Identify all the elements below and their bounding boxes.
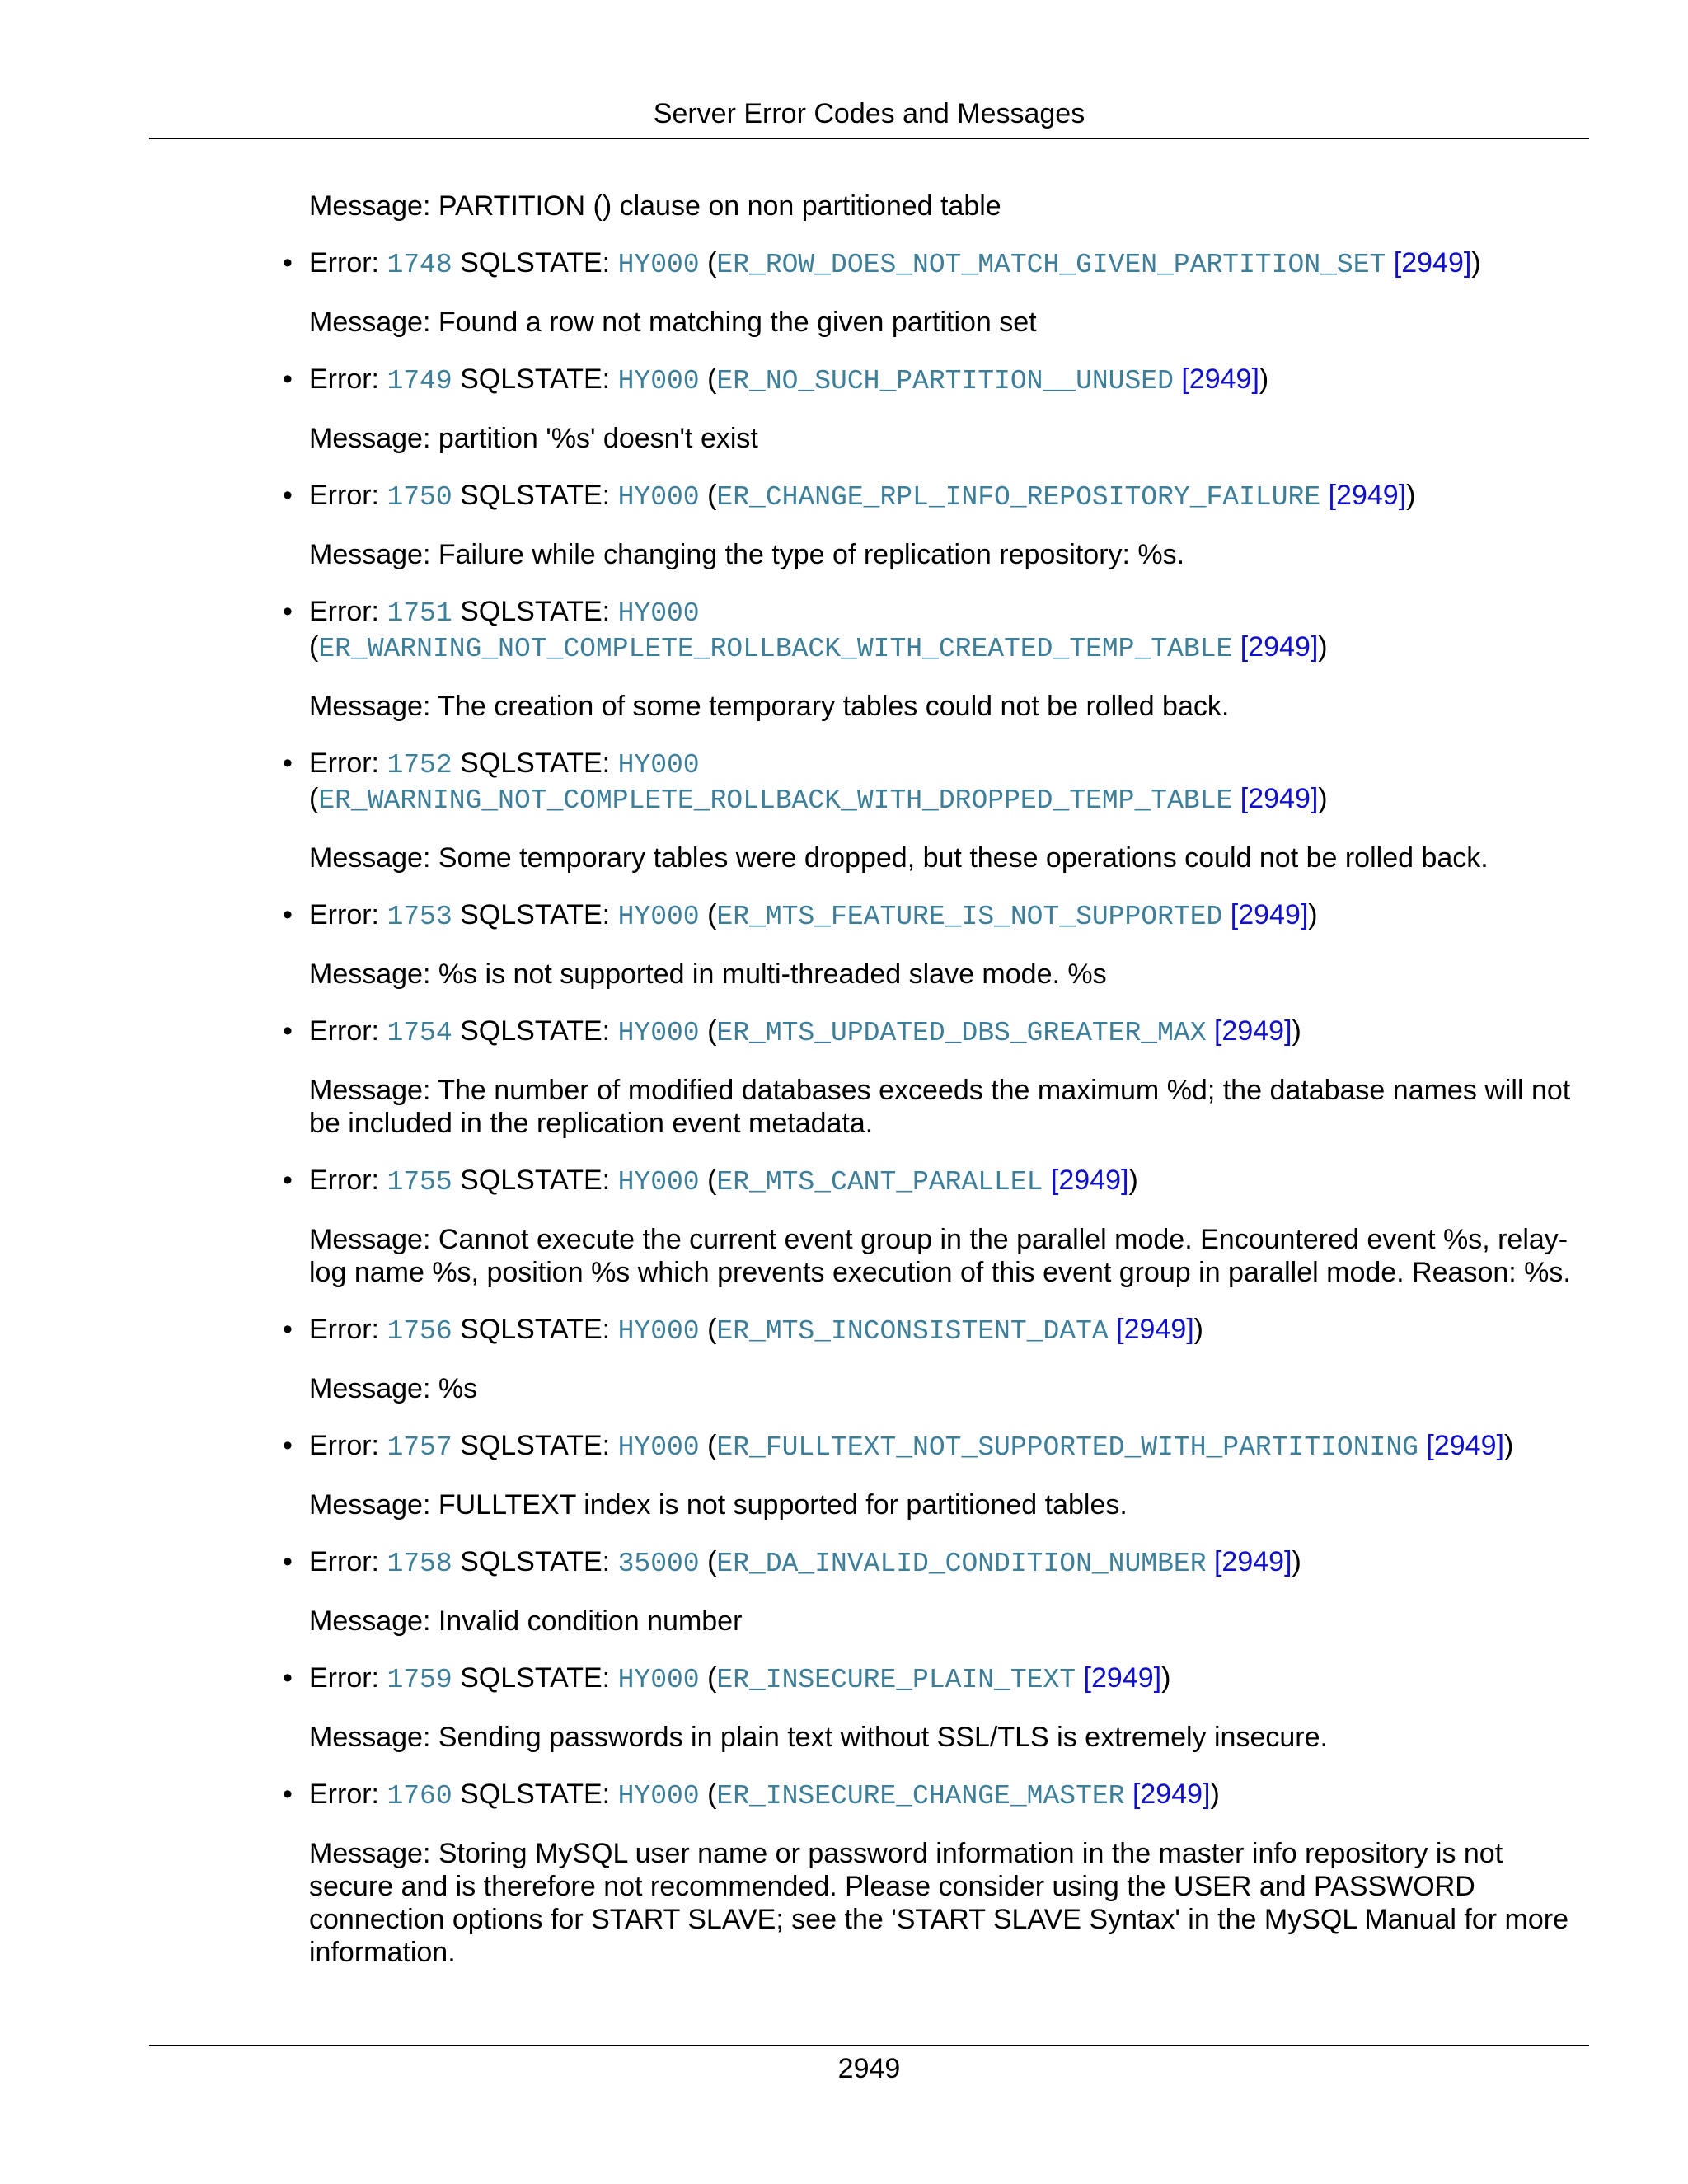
- message-label: Message:: [309, 307, 431, 338]
- sqlstate-label: SQLSTATE:: [460, 1430, 611, 1461]
- page-ref-link[interactable]: [2949]: [1050, 1165, 1129, 1196]
- error-code: 1758: [387, 1549, 452, 1579]
- bullet: •: [283, 363, 293, 395]
- error-symbol[interactable]: ER_INSECURE_PLAIN_TEXT: [716, 1665, 1076, 1695]
- error-message: [309, 538, 1589, 571]
- sqlstate-value: HY000: [617, 1167, 700, 1197]
- error-symbol[interactable]: ER_CHANGE_RPL_INFO_REPOSITORY_FAILURE: [716, 482, 1321, 513]
- bullet: •: [283, 748, 293, 779]
- error-label: Error:: [309, 1779, 379, 1810]
- message-label: Message:: [309, 958, 431, 990]
- header-rule: [149, 138, 1589, 139]
- message-label: Message:: [309, 1075, 431, 1106]
- error-label: Error:: [309, 899, 379, 930]
- error-symbol[interactable]: ER_MTS_FEATURE_IS_NOT_SUPPORTED: [716, 902, 1223, 932]
- error-entry: • Error: 1751 SQLSTATE: HY000 (ER_WARNING_NOT_COMPLETE_ROLLBACK_WITH_CREATED_TEMP_TABLE [2949]): [309, 595, 1589, 666]
- message-text: The number of modified databases exceeds the maximum %d; the database names will not be included in the replication event metadata.: [309, 1075, 1571, 1139]
- sqlstate-value: HY000: [617, 1316, 700, 1347]
- page-header: Server Error Codes and Messages: [653, 98, 1085, 129]
- page-ref-link[interactable]: [2949]: [1213, 1015, 1292, 1047]
- error-list: [283, 190, 1589, 1993]
- error-label: Error:: [309, 247, 379, 279]
- message-text: Invalid condition number: [438, 1605, 743, 1637]
- message-text: Found a row not matching the given partition set: [438, 307, 1037, 338]
- sqlstate-value: HY000: [617, 1018, 700, 1048]
- bullet: •: [283, 1165, 293, 1196]
- error-label: Error:: [309, 1546, 379, 1577]
- bullet: •: [283, 596, 293, 627]
- error-code: 1756: [387, 1316, 452, 1347]
- bullet: •: [283, 480, 293, 511]
- error-message: [309, 690, 1589, 723]
- page-ref-link[interactable]: [2949]: [1240, 783, 1319, 814]
- error-message: [309, 1372, 1589, 1405]
- sqlstate-label: SQLSTATE:: [460, 596, 611, 627]
- error-code: 1750: [387, 482, 452, 513]
- message-text: %s is not supported in multi-threaded slave mode. %s: [438, 958, 1107, 990]
- bullet: •: [283, 1015, 293, 1047]
- error-code: 1755: [387, 1167, 452, 1197]
- sqlstate-value: HY000: [617, 366, 700, 396]
- error-entry: • Error: 1749 SQLSTATE: HY000 (ER_NO_SUCH_PARTITION__UNUSED [2949]): [309, 363, 1589, 398]
- sqlstate-value: HY000: [617, 750, 700, 780]
- sqlstate-label: SQLSTATE:: [460, 1314, 611, 1345]
- error-entry: • Error: 1754 SQLSTATE: HY000 (ER_MTS_UPDATED_DBS_GREATER_MAX [2949]): [309, 1015, 1589, 1050]
- error-code: 1754: [387, 1018, 452, 1048]
- page-ref-link[interactable]: [2949]: [1393, 247, 1472, 279]
- error-entry: • Error: 1752 SQLSTATE: HY000 (ER_WARNING_NOT_COMPLETE_ROLLBACK_WITH_DROPPED_TEMP_TABLE [2949]): [309, 747, 1589, 818]
- bullet: •: [283, 247, 293, 279]
- sqlstate-label: SQLSTATE:: [460, 1779, 611, 1810]
- error-symbol[interactable]: ER_WARNING_NOT_COMPLETE_ROLLBACK_WITH_CREATED_TEMP_TABLE: [318, 634, 1233, 664]
- page-ref-link[interactable]: [2949]: [1181, 363, 1259, 395]
- error-symbol[interactable]: ER_FULLTEXT_NOT_SUPPORTED_WITH_PARTITIONING: [716, 1432, 1418, 1463]
- page-number: 2949: [837, 2053, 901, 2084]
- message-text: Sending passwords in plain text without SSL/TLS is extremely insecure.: [438, 1722, 1328, 1753]
- sqlstate-label: SQLSTATE:: [460, 480, 611, 511]
- error-symbol[interactable]: ER_WARNING_NOT_COMPLETE_ROLLBACK_WITH_DROPPED_TEMP_TABLE: [318, 785, 1233, 816]
- error-label: Error:: [309, 1015, 379, 1047]
- page-ref-link[interactable]: [2949]: [1328, 480, 1407, 511]
- page-ref-link[interactable]: [2949]: [1116, 1314, 1194, 1345]
- page-ref-link[interactable]: [2949]: [1132, 1779, 1211, 1810]
- error-message: [309, 306, 1589, 339]
- message-text: partition '%s' doesn't exist: [438, 423, 758, 454]
- error-label: Error:: [309, 596, 379, 627]
- error-label: Error:: [309, 1662, 379, 1694]
- message-label: Message:: [309, 1605, 431, 1637]
- message-text: %s: [438, 1373, 478, 1404]
- message-label: Message:: [309, 423, 431, 454]
- message-label: Message:: [309, 1838, 431, 1869]
- bullet: •: [283, 1662, 293, 1694]
- error-entry: • Error: 1759 SQLSTATE: HY000 (ER_INSECURE_PLAIN_TEXT [2949]): [309, 1661, 1589, 1697]
- page-ref-link[interactable]: [2949]: [1083, 1662, 1162, 1694]
- sqlstate-value: HY000: [617, 1432, 700, 1463]
- message-label: Message:: [309, 1489, 431, 1521]
- message-text: FULLTEXT index is not supported for partitioned tables.: [438, 1489, 1128, 1521]
- bullet: •: [283, 899, 293, 930]
- error-entry: • Error: 1755 SQLSTATE: HY000 (ER_MTS_CANT_PARALLEL [2949]): [309, 1164, 1589, 1199]
- message-label: Message:: [309, 691, 431, 722]
- error-message: [309, 958, 1589, 991]
- error-code: 1759: [387, 1665, 452, 1695]
- error-label: Error:: [309, 1165, 379, 1196]
- message-label: Message:: [309, 1722, 431, 1753]
- error-symbol[interactable]: ER_MTS_INCONSISTENT_DATA: [716, 1316, 1109, 1347]
- entries-container: [283, 246, 1589, 1969]
- error-label: Error:: [309, 480, 379, 511]
- sqlstate-label: SQLSTATE:: [460, 1015, 611, 1047]
- message-label: Message:: [309, 1224, 431, 1255]
- error-label: Error:: [309, 363, 379, 395]
- error-message: [309, 841, 1589, 874]
- message-text: Cannot execute the current event group in the parallel mode. Encountered event %s, relay-log name %s, position %s which prevents execution of this event group in parallel mode. Reason: %s.: [309, 1224, 1571, 1288]
- error-entry: • Error: 1757 SQLSTATE: HY000 (ER_FULLTEXT_NOT_SUPPORTED_WITH_PARTITIONING [2949]): [309, 1429, 1589, 1465]
- sqlstate-value: HY000: [617, 1781, 700, 1811]
- sqlstate-label: SQLSTATE:: [460, 1165, 611, 1196]
- error-message: [309, 1721, 1589, 1754]
- error-symbol[interactable]: ER_MTS_CANT_PARALLEL: [716, 1167, 1043, 1197]
- error-entry: • Error: 1750 SQLSTATE: HY000 (ER_CHANGE_RPL_INFO_REPOSITORY_FAILURE [2949]): [309, 479, 1589, 514]
- error-symbol[interactable]: ER_INSECURE_CHANGE_MASTER: [716, 1781, 1125, 1811]
- sqlstate-value: 35000: [617, 1549, 700, 1579]
- message-text: The creation of some temporary tables could not be rolled back.: [438, 691, 1230, 722]
- sqlstate-value: HY000: [617, 1665, 700, 1695]
- error-symbol[interactable]: ER_MTS_UPDATED_DBS_GREATER_MAX: [716, 1018, 1207, 1048]
- error-message: [309, 422, 1589, 455]
- error-message: [309, 1605, 1589, 1638]
- page-ref-link[interactable]: [2949]: [1230, 899, 1309, 930]
- sqlstate-value: HY000: [617, 250, 700, 280]
- page-ref-link[interactable]: [2949]: [1213, 1546, 1292, 1577]
- message-text: PARTITION () clause on non partitioned table: [438, 190, 1001, 222]
- error-entry: • Error: 1756 SQLSTATE: HY000 (ER_MTS_INCONSISTENT_DATA [2949]): [309, 1313, 1589, 1348]
- error-message: [309, 1074, 1589, 1140]
- message-label: Message:: [309, 190, 431, 222]
- page-ref-link[interactable]: [2949]: [1426, 1430, 1504, 1461]
- error-message: [309, 1837, 1589, 1969]
- error-symbol[interactable]: ER_DA_INVALID_CONDITION_NUMBER: [716, 1549, 1207, 1579]
- error-message: [309, 1488, 1589, 1521]
- sqlstate-value: HY000: [617, 902, 700, 932]
- message-label: Message:: [309, 539, 431, 570]
- error-entry: • Error: 1753 SQLSTATE: HY000 (ER_MTS_FEATURE_IS_NOT_SUPPORTED [2949]): [309, 898, 1589, 934]
- bullet: •: [283, 1314, 293, 1345]
- sqlstate-label: SQLSTATE:: [460, 748, 611, 779]
- message-text: Storing MySQL user name or password information in the master info repository is not secure and is therefore not recommended. Please consider using the USER and PASSWORD connection options for START SLAVE; see the 'START SLAVE Syntax' in the MySQL Manual for more information.: [309, 1838, 1568, 1968]
- error-entry: • Error: 1758 SQLSTATE: 35000 (ER_DA_INVALID_CONDITION_NUMBER [2949]): [309, 1545, 1589, 1581]
- error-symbol[interactable]: ER_NO_SUCH_PARTITION__UNUSED: [716, 366, 1174, 396]
- error-code: 1748: [387, 250, 452, 280]
- bullet: •: [283, 1430, 293, 1461]
- sqlstate-label: SQLSTATE:: [460, 1662, 611, 1694]
- error-code: 1753: [387, 902, 452, 932]
- sqlstate-label: SQLSTATE:: [460, 899, 611, 930]
- message-label: Message:: [309, 842, 431, 874]
- sqlstate-label: SQLSTATE:: [460, 1546, 611, 1577]
- bullet: •: [283, 1779, 293, 1810]
- message-label: Message:: [309, 1373, 431, 1404]
- error-code: 1752: [387, 750, 452, 780]
- message-text: Failure while changing the type of replication repository: %s.: [438, 539, 1185, 570]
- error-message: [309, 1223, 1589, 1289]
- error-symbol[interactable]: ER_ROW_DOES_NOT_MATCH_GIVEN_PARTITION_SET: [716, 250, 1386, 280]
- sqlstate-value: HY000: [617, 598, 700, 629]
- sqlstate-label: SQLSTATE:: [460, 247, 611, 279]
- error-label: Error:: [309, 1430, 379, 1461]
- page-ref-link[interactable]: [2949]: [1240, 631, 1319, 663]
- sqlstate-value: HY000: [617, 482, 700, 513]
- intro-message: [309, 190, 1589, 223]
- error-code: 1760: [387, 1781, 452, 1811]
- error-entry: • Error: 1748 SQLSTATE: HY000 (ER_ROW_DOES_NOT_MATCH_GIVEN_PARTITION_SET [2949]): [309, 246, 1589, 282]
- error-code: 1757: [387, 1432, 452, 1463]
- bullet: •: [283, 1546, 293, 1577]
- error-entry: • Error: 1760 SQLSTATE: HY000 (ER_INSECURE_CHANGE_MASTER [2949]): [309, 1778, 1589, 1813]
- error-label: Error:: [309, 748, 379, 779]
- message-text: Some temporary tables were dropped, but these operations could not be rolled back.: [438, 842, 1489, 874]
- sqlstate-label: SQLSTATE:: [460, 363, 611, 395]
- error-code: 1749: [387, 366, 452, 396]
- error-label: Error:: [309, 1314, 379, 1345]
- error-code: 1751: [387, 598, 452, 629]
